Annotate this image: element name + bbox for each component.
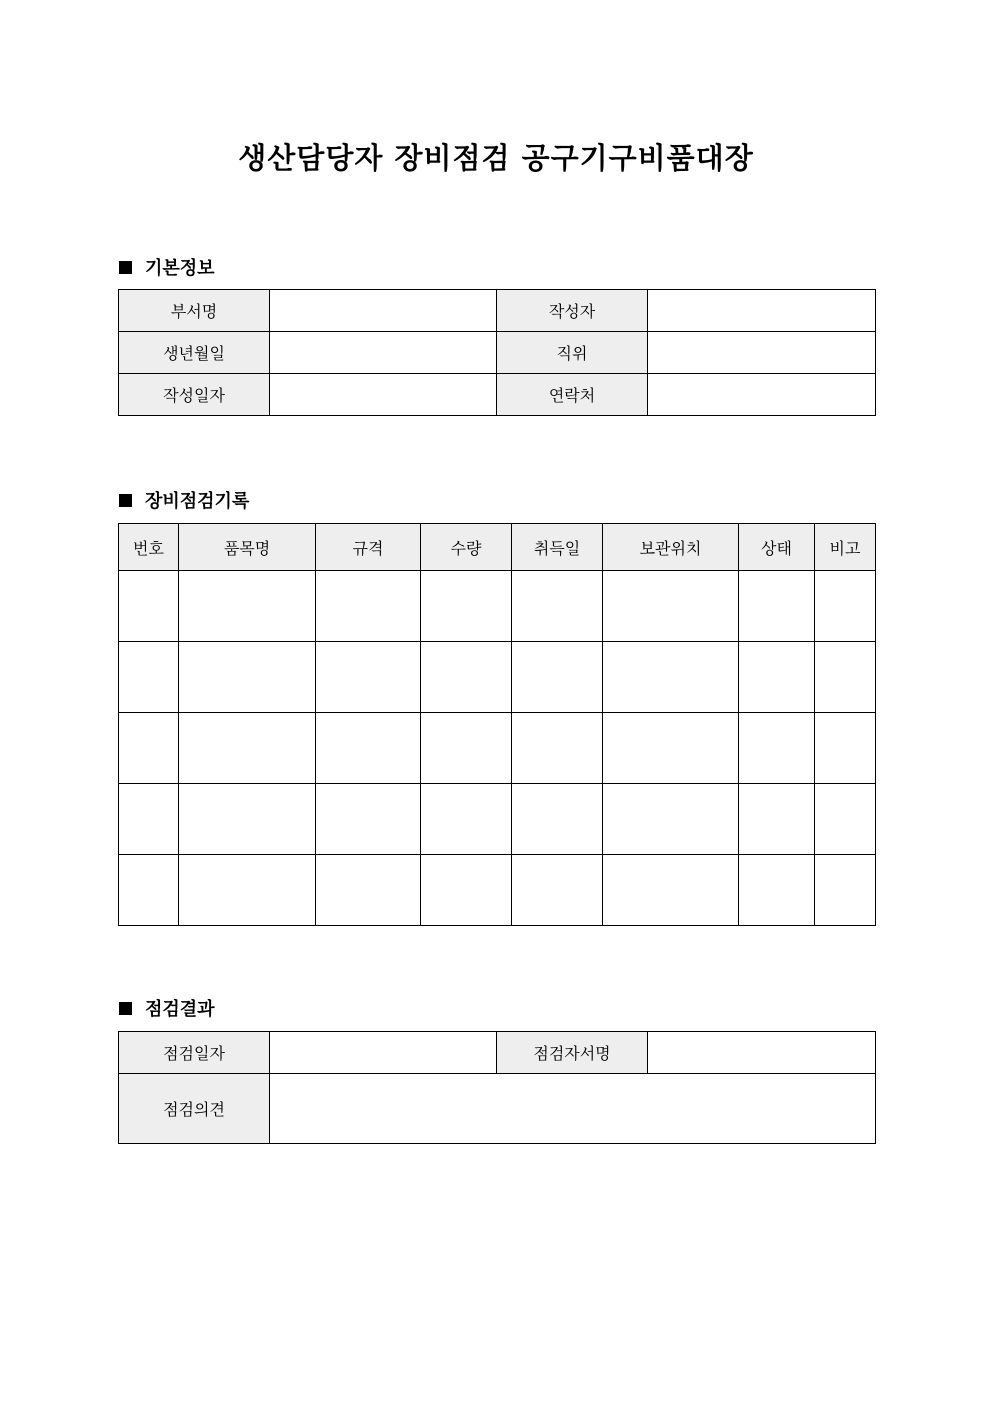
- column-header-status: 상태: [739, 524, 815, 571]
- table-cell[interactable]: [512, 642, 603, 713]
- author-field[interactable]: [648, 290, 876, 332]
- position-field[interactable]: [648, 332, 876, 374]
- table-row: [119, 713, 876, 784]
- table-cell[interactable]: [603, 784, 739, 855]
- table-cell[interactable]: [512, 571, 603, 642]
- inspection-opinion-field[interactable]: [270, 1074, 876, 1144]
- table-cell[interactable]: [739, 855, 815, 926]
- table-cell[interactable]: [179, 855, 316, 926]
- table-cell[interactable]: [739, 713, 815, 784]
- table-cell[interactable]: [179, 571, 316, 642]
- table-header-row: [119, 524, 876, 571]
- table-cell[interactable]: [179, 784, 316, 855]
- table-row: [119, 642, 876, 713]
- table-cell[interactable]: [815, 855, 876, 926]
- department-label: 부서명: [119, 290, 270, 332]
- table-cell[interactable]: [119, 784, 179, 855]
- column-header-quantity: 수량: [421, 524, 512, 571]
- department-field[interactable]: [270, 290, 497, 332]
- inspector-signature-label: 점검자서명: [497, 1032, 648, 1074]
- table-row: [119, 290, 876, 332]
- inspection-date-label: 점검일자: [119, 1032, 270, 1074]
- birthdate-field[interactable]: [270, 332, 497, 374]
- written-date-field[interactable]: [270, 374, 497, 416]
- table-cell[interactable]: [119, 855, 179, 926]
- section-heading-records: [119, 487, 249, 513]
- position-label: 직위: [497, 332, 648, 374]
- author-label: 작성자: [497, 290, 648, 332]
- table-cell[interactable]: [316, 713, 421, 784]
- basic-info-table: [118, 289, 876, 416]
- section-heading-label: 기본정보: [145, 258, 215, 279]
- contact-label: 연락처: [497, 374, 648, 416]
- table-cell[interactable]: [421, 571, 512, 642]
- birthdate-label: 생년월일: [119, 332, 270, 374]
- table-cell[interactable]: [119, 642, 179, 713]
- table-cell[interactable]: [815, 713, 876, 784]
- table-cell[interactable]: [421, 784, 512, 855]
- table-cell[interactable]: [512, 855, 603, 926]
- table-cell[interactable]: [119, 571, 179, 642]
- table-row: [119, 571, 876, 642]
- bullet-square-icon: [119, 1002, 132, 1015]
- inspection-record-table: [118, 523, 876, 926]
- table-cell[interactable]: [512, 784, 603, 855]
- table-cell[interactable]: [316, 855, 421, 926]
- inspection-date-field[interactable]: [270, 1032, 497, 1074]
- table-cell[interactable]: [316, 642, 421, 713]
- table-cell[interactable]: [603, 642, 739, 713]
- table-cell[interactable]: [603, 571, 739, 642]
- column-header-storage-location: 보관위치: [603, 524, 739, 571]
- section-heading-label: 점검결과: [145, 999, 215, 1020]
- section-heading-label: 장비점검기록: [145, 491, 250, 512]
- table-cell[interactable]: [512, 713, 603, 784]
- table-cell[interactable]: [421, 713, 512, 784]
- table-row: [119, 1074, 876, 1144]
- column-header-spec: 규격: [316, 524, 421, 571]
- table-cell[interactable]: [421, 642, 512, 713]
- table-cell[interactable]: [421, 855, 512, 926]
- table-cell[interactable]: [316, 571, 421, 642]
- table-cell[interactable]: [739, 784, 815, 855]
- table-cell[interactable]: [739, 571, 815, 642]
- table-cell[interactable]: [815, 784, 876, 855]
- page-title: 생산담당자 장비점검 공구기구비품대장: [238, 141, 754, 175]
- column-header-acquired-date: 취득일: [512, 524, 603, 571]
- inspection-opinion-label: 점검의견: [119, 1074, 270, 1144]
- table-cell[interactable]: [603, 713, 739, 784]
- column-header-number: 번호: [119, 524, 179, 571]
- inspector-signature-field[interactable]: [648, 1032, 876, 1074]
- column-header-remarks: 비고: [815, 524, 876, 571]
- table-row: [119, 855, 876, 926]
- table-row: [119, 784, 876, 855]
- table-cell[interactable]: [316, 784, 421, 855]
- table-cell[interactable]: [603, 855, 739, 926]
- table-cell[interactable]: [815, 642, 876, 713]
- table-cell[interactable]: [179, 713, 316, 784]
- section-heading-basic-info: [119, 254, 215, 280]
- table-row: [119, 374, 876, 416]
- table-cell[interactable]: [815, 571, 876, 642]
- bullet-square-icon: [119, 261, 132, 274]
- written-date-label: 작성일자: [119, 374, 270, 416]
- column-header-item-name: 품목명: [179, 524, 316, 571]
- table-cell[interactable]: [179, 642, 316, 713]
- table-cell[interactable]: [739, 642, 815, 713]
- section-heading-result: [119, 995, 215, 1021]
- table-row: [119, 1032, 876, 1074]
- table-cell[interactable]: [119, 713, 179, 784]
- inspection-result-table: [118, 1031, 876, 1144]
- bullet-square-icon: [119, 494, 132, 507]
- table-row: [119, 332, 876, 374]
- contact-field[interactable]: [648, 374, 876, 416]
